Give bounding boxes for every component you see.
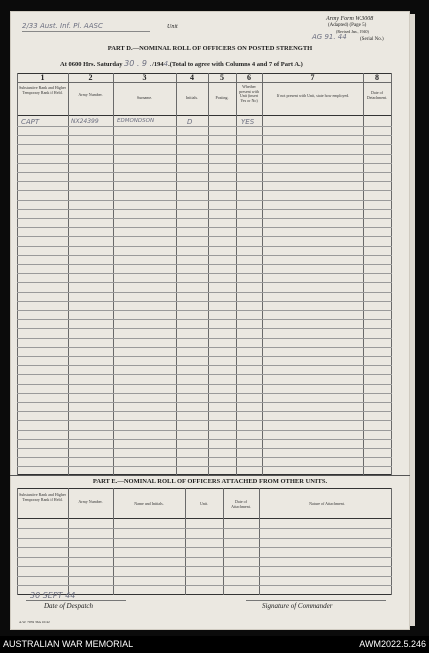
signature-line [246,600,386,601]
ruled-row-line [17,163,392,164]
ruled-row-line [17,538,392,539]
form-adapted: (Adapted) (Page 5) [328,23,367,28]
serial-handwritten: AG 91. 44 [312,33,347,41]
col-header-detachment: Date of Detachment. [366,90,388,100]
col-header-present: Whether present with Unit (insert Yes or No) [239,84,259,103]
col-header-rank: Substantive Rank and Higher Temporary Rank if Held. [19,85,66,95]
part-d-table [17,73,392,475]
despatch-line [26,600,126,601]
serial-label: (Serial No.) [360,37,384,42]
ruled-row-line [17,420,392,421]
entry-present: YES [241,118,255,126]
ruled-row-line [17,547,392,548]
e-header-name: Name and Initials. [134,501,164,506]
ruled-row-line [17,172,392,173]
ruled-row-line [17,328,392,329]
ruled-row-line [17,292,392,293]
col-number-6: 6 [247,73,251,82]
ruled-row-line [17,528,392,529]
page-edge [410,14,415,626]
col-header-army-number: Army Number. [78,92,103,97]
ruled-row-line [17,430,392,431]
e-header-unit: Unit. [199,501,209,506]
e-header-nature: Nature of Attachment. [309,501,345,506]
ruled-row-line [17,236,392,237]
footer-accession: AWM2022.5.246 [359,639,426,649]
ruled-row-line [17,365,392,366]
ruled-row-line [17,181,392,182]
ruled-row-line [17,411,392,412]
subtitle-prefix: At 0600 Hrs. Saturday [60,61,123,68]
part-e-title: PART E.—NOMINAL ROLL OF OFFICERS ATTACHED FROM OTHER UNITS. [92,478,328,485]
despatch-handwritten: 30 SEPT 44 [30,591,76,600]
ruled-row-line [17,126,392,127]
signature-label: Signature of Commander [262,602,333,610]
despatch-label: Date of Despatch [44,602,93,610]
ruled-row-line [17,310,392,311]
form-revised: (Revised Jan., 1940) [336,29,369,34]
ruled-row-line [17,301,392,302]
subtitle-year: /194 [152,61,164,68]
col-header-employed: If not present with Unit, state how employed. [276,93,350,98]
ruled-row-line [17,557,392,558]
e-header-army-number: Army Number. [78,499,103,504]
col-number-5: 5 [220,73,224,82]
ruled-row-line [17,218,392,219]
ruled-row-line [17,282,392,283]
form-id: Army Form W.3008 [326,16,374,22]
col-number-8: 8 [375,73,379,82]
part-d-title: PART D.—NOMINAL ROLL OF OFFICERS ON POSTED STRENGTH [107,45,313,52]
printer-mark: A.W. 7059 36A 10/42 [19,620,50,624]
unit-label: Unit [167,24,178,30]
entry-rank: CAPT [21,118,40,126]
col-number-2: 2 [88,73,93,82]
part-divider [10,475,410,476]
e-header-date: Date of Attachment. [231,499,251,509]
unit-underline [22,31,150,32]
ruled-row-line [17,209,392,210]
part-d-subtitle [60,59,303,68]
ruled-row-line [17,227,392,228]
ruled-row-line [17,154,392,155]
archive-footer [0,636,429,653]
ruled-row-line [17,264,392,265]
ruled-row-line [17,384,392,385]
ruled-row-line [17,319,392,320]
col-number-1: 1 [40,73,45,82]
ruled-row-line [17,576,392,577]
ruled-row-line [17,566,392,567]
col-number-3: 3 [142,73,147,82]
ruled-row-line [17,356,392,357]
ruled-row-line [17,190,392,191]
ruled-row-line [17,338,392,339]
ruled-row-line [17,457,392,458]
ruled-row-line [17,135,392,136]
ruled-row-line [17,374,392,375]
ruled-row-line [17,255,392,256]
ruled-row-line [17,402,392,403]
ruled-row-line [17,439,392,440]
ruled-row-line [17,466,392,467]
part-e-table [17,488,392,595]
entry-army-number: NX24399 [71,118,99,125]
footer-institution: AUSTRALIAN WAR MEMORIAL [3,639,134,649]
ruled-row-line [17,585,392,586]
col-header-posting: Posting. [215,95,229,100]
ruled-row-line [17,200,392,201]
col-number-7: 7 [310,73,315,82]
col-header-surname: Surname. [136,95,153,100]
ruled-row-line [17,273,392,274]
ruled-row-line [17,347,392,348]
unit-handwritten: 2/33 Aust. Inf. Pl. AASC [22,22,103,30]
ruled-row-line [17,144,392,145]
entry-initials: D [187,118,193,126]
year-handwritten: 4 [163,60,169,68]
entry-surname: EDMONDSON [117,118,155,124]
col-header-initials: Initials. [185,95,199,100]
date-handwritten: 30 . 9 . [124,59,153,68]
ruled-row-line [17,246,392,247]
document-sheet [10,11,410,630]
ruled-row-line [17,393,392,394]
e-header-rank: Substantive Rank and Higher Temporary Rank if Held. [19,492,66,502]
subtitle-suffix: .(Total to agree with Columns 4 and 7 of Part A.) [168,61,303,68]
col-number-4: 4 [190,73,194,82]
ruled-row-line [17,448,392,449]
